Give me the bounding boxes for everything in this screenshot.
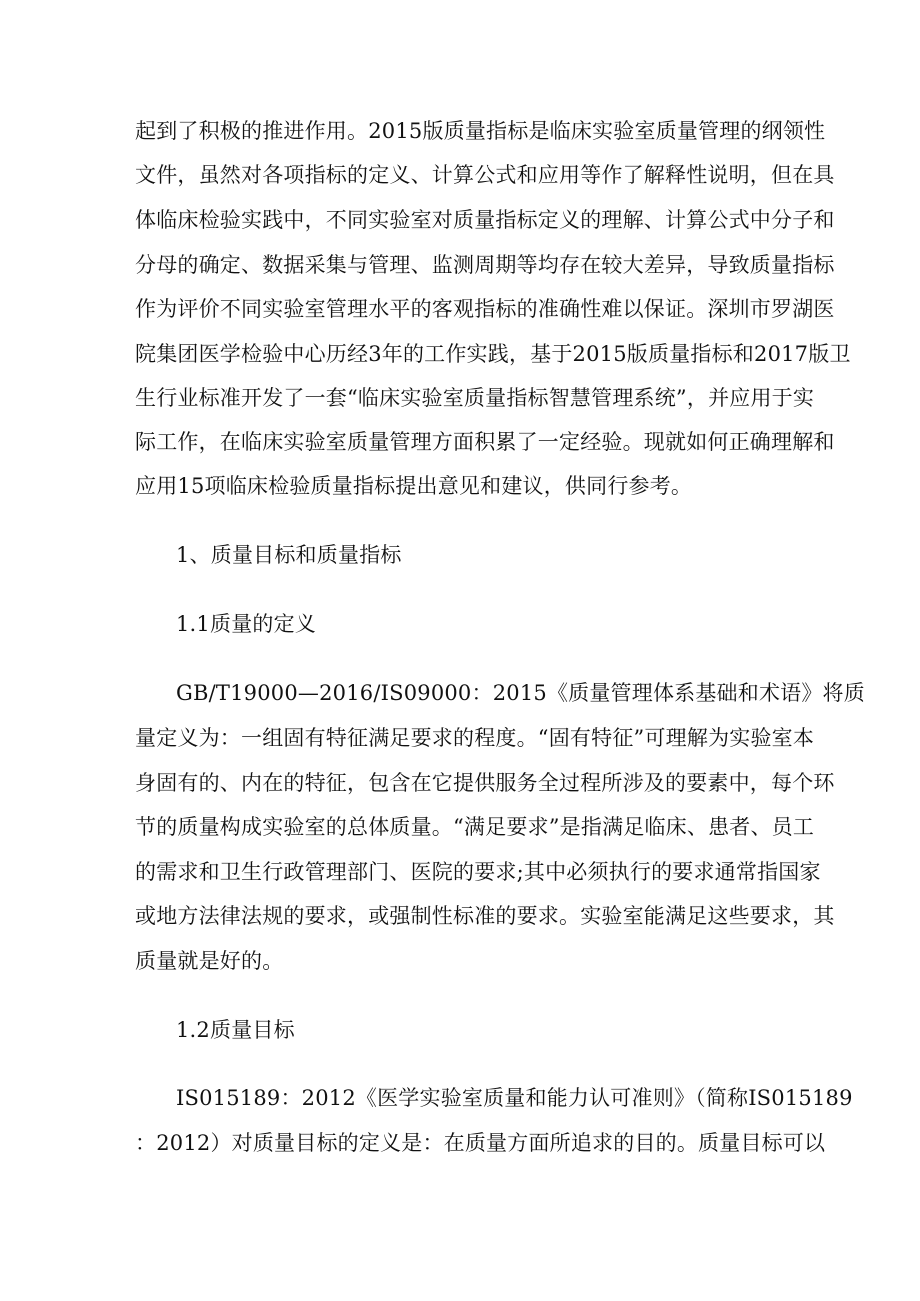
paragraph-line: GB/T19000—2016/IS09000：2015《质量管理体系基础和术语》将质 (176, 681, 865, 705)
paragraph-line: 身固有的、内在的特征，包含在它提供服务全过程所涉及的要素中，每个环 (135, 771, 835, 795)
paragraph-line: 量定义为：一组固有特征满足要求的程度。“固有特征”可理解为实验室本 (135, 726, 815, 750)
paragraph-line: 质量就是好的。 (135, 949, 284, 973)
paragraph-line: 院集团医学检验中心历经3年的工作实践，基于2015版质量指标和2017版卫 (135, 342, 851, 366)
paragraph-line: 的需求和卫生行政管理部门、医院的要求;其中必须执行的要求通常指国家 (135, 860, 821, 884)
paragraph-line: 生行业标准开发了一套“临床实验室质量指标智慧管理系统”，并应用于实 (135, 386, 815, 410)
subsection-heading: 1.2质量目标 (176, 1018, 295, 1042)
paragraph-line: 起到了积极的推进作用。2015版质量指标是临床实验室质量管理的纲领性 (135, 119, 826, 143)
subsection-heading: 1.1质量的定义 (176, 612, 316, 636)
paragraph-line: IS015189：2012《医学实验室质量和能力认可准则》（简称IS015189 (176, 1086, 853, 1110)
paragraph-line: 应用15项临床检验质量指标提出意见和建议，供同行参考。 (135, 474, 693, 498)
paragraph-line: 文件，虽然对各项指标的定义、计算公式和应用等作了解释性说明，但在具 (135, 163, 835, 187)
paragraph-line: 分母的确定、数据采集与管理、监测周期等均存在较大差异，导致质量指标 (135, 253, 835, 277)
paragraph-line: 际工作，在临床实验室质量管理方面积累了一定经验。现就如何正确理解和 (135, 430, 835, 454)
paragraph-line: ：2012）对质量目标的定义是：在质量方面所追求的目的。质量目标可以 (135, 1131, 826, 1155)
paragraph-line: 作为评价不同实验室管理水平的客观指标的准确性难以保证。深圳市罗湖医 (135, 297, 835, 321)
section-heading: 1、质量目标和质量指标 (176, 543, 402, 567)
paragraph-line: 节的质量构成实验室的总体质量。“满足要求”是指满足临床、患者、员工 (135, 815, 815, 839)
paragraph-line: 体临床检验实践中，不同实验室对质量指标定义的理解、计算公式中分子和 (135, 208, 835, 232)
paragraph-line: 或地方法律法规的要求，或强制性标准的要求。实验室能满足这些要求，其 (135, 904, 835, 928)
